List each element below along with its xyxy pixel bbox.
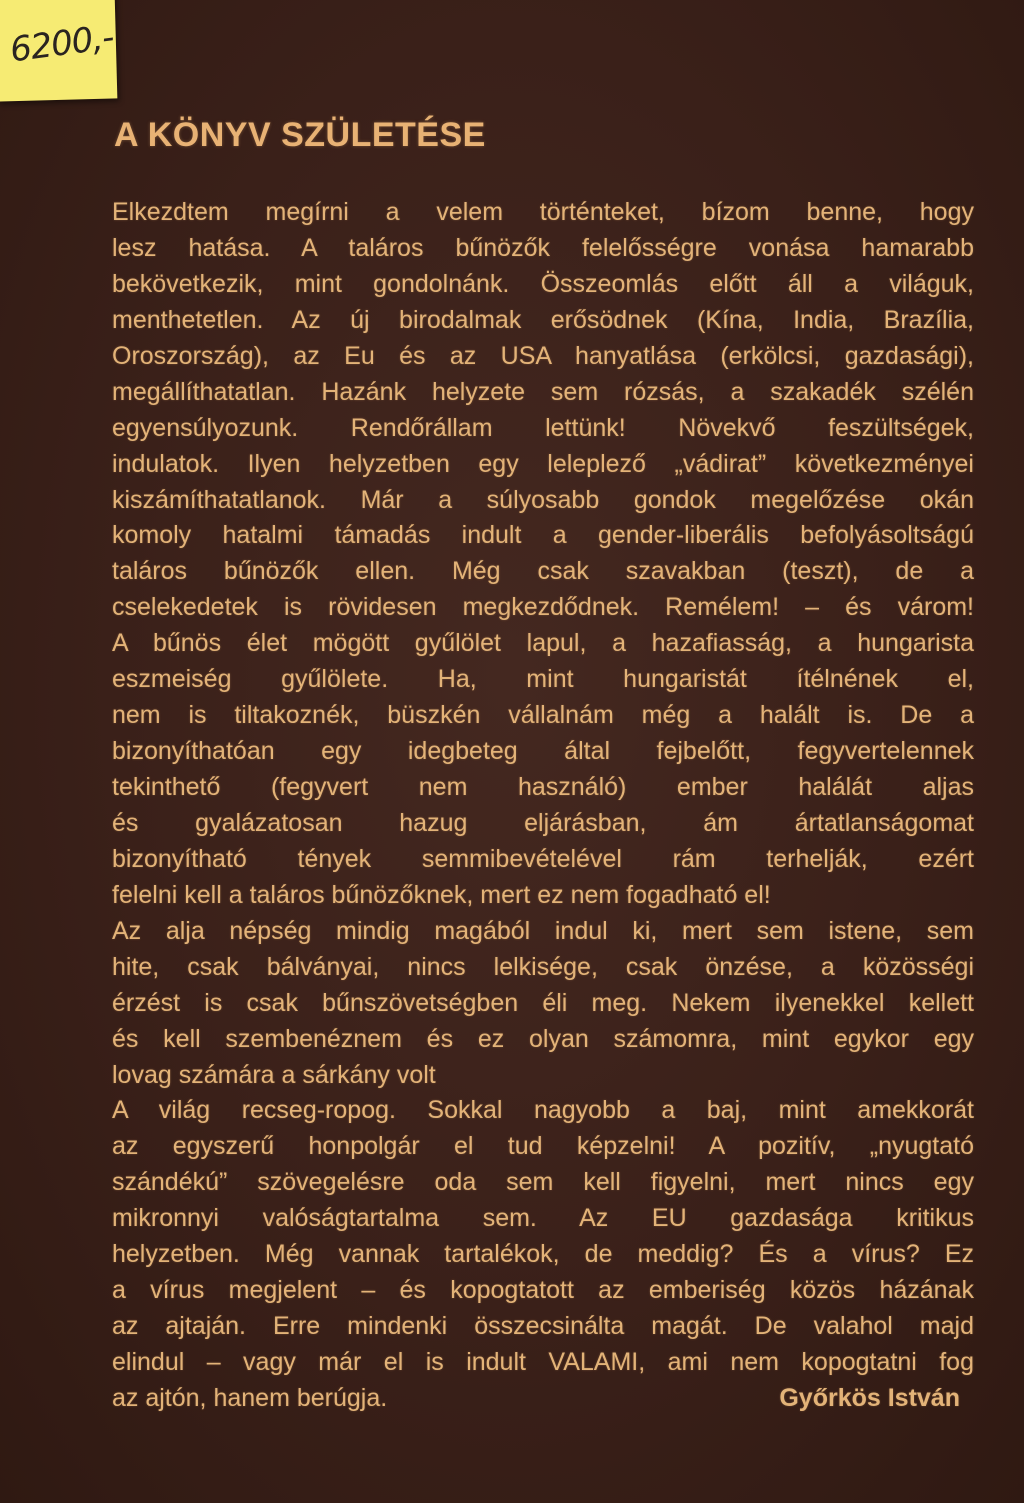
text-line: A világ recseg-ropog. Sokkal nagyobb a baj, mint amekkorát <box>112 1096 974 1125</box>
text-line: és kell szembenéznem és ez olyan számomra, mint egykor egy <box>112 1024 974 1053</box>
price-label: 6200,- <box>7 17 116 71</box>
text-line: bizonyíthatóan egy idegbeteg által fejbelőtt, fegyvertelennek <box>112 737 974 766</box>
text-line: nem is tiltakoznék, büszkén vállalnám még a halált is. De a <box>112 701 974 730</box>
text-line: az ajtaján. Erre mindenki összecsinálta magát. De valahol majd <box>112 1312 974 1341</box>
final-line <box>112 1381 974 1417</box>
text-line: komoly hatalmi támadás indult a gender-liberális befolyásoltságú <box>112 521 974 550</box>
text-line: bekövetkezik, mint gondolnánk. Összeomlás előtt áll a világuk, <box>112 269 974 298</box>
text-line: és gyalázatosan hazug eljárásban, ám ártatlanságomat <box>112 808 974 837</box>
page-title: A KÖNYV SZÜLETÉSE <box>114 116 486 154</box>
author-signature: Győrkös István <box>779 1383 960 1412</box>
text-line: Az alja népség mindig magából indul ki, mert sem istene, sem <box>112 916 974 945</box>
text-line: egyensúlyozunk. Rendőrállam lettünk! Növekvő feszültségek, <box>112 413 974 442</box>
text-line: A bűnös élet mögött gyűlölet lapul, a hazafiasság, a hungarista <box>112 629 974 658</box>
text-line: cselekedetek is rövidesen megkezdődnek. Remélem! – és várom! <box>112 593 974 622</box>
text-line: bizonyítható tények semmibevételével rám terhelják, ezért <box>112 844 974 873</box>
text-line: lesz hatása. A taláros bűnözők felelősségre vonása hamarabb <box>112 233 974 262</box>
text-line: az ajtón, hanem berúgja. <box>112 1383 388 1412</box>
text-line: az egyszerű honpolgár el tud képzelni! A pozitív, „nyugtató <box>112 1132 974 1161</box>
text-line: Elkezdtem megírni a velem történteket, bízom benne, hogy <box>112 198 974 226</box>
text-line: megállíthatatlan. Hazánk helyzete sem rózsás, a szakadék szélén <box>112 377 974 406</box>
text-line: hite, csak bálványai, nincs lelkisége, csak önzése, a közösségi <box>112 952 974 981</box>
text-line: menthetetlen. Az új birodalmak erősödnek (Kína, India, Brazília, <box>112 305 974 334</box>
text-line: mikronnyi valóságtartalma sem. Az EU gazdasága kritikus <box>112 1204 974 1233</box>
text-line: tekinthető (fegyvert nem használó) ember halálát aljas <box>112 773 974 801</box>
text-line: érzést is csak bűnszövetségben éli meg. Nekem ilyenekkel kellett <box>112 988 974 1017</box>
text-line: kiszámíthatatlanok. Már a súlyosabb gondok megelőzése okán <box>112 485 974 514</box>
text-line: elindul – vagy már el is indult VALAMI, ami nem kopogtatni fog <box>112 1348 974 1376</box>
text-line: felelni kell a taláros bűnözőknek, mert ez nem fogadható el! <box>112 880 771 909</box>
text-line: lovag számára a sárkány volt <box>112 1060 436 1089</box>
price-sticker <box>0 0 117 102</box>
body-text <box>112 195 974 1417</box>
text-line: szándékú” szövegelésre oda sem kell figyelni, mert nincs egy <box>112 1168 974 1197</box>
text-line: eszmeiség gyűlölete. Ha, mint hungaristát ítélnének el, <box>112 665 974 694</box>
text-line: taláros bűnözők ellen. Még csak szavakban (teszt), de a <box>112 557 974 586</box>
text-line: indulatok. Ilyen helyzetben egy leleplező „vádirat” következményei <box>112 449 974 478</box>
text-line: helyzetben. Még vannak tartalékok, de meddig? És a vírus? Ez <box>112 1240 974 1269</box>
text-line: a vírus megjelent – és kopogtatott az emberiség közös házának <box>112 1276 974 1305</box>
text-line: Oroszország), az Eu és az USA hanyatlása (erkölcsi, gazdasági), <box>112 341 974 370</box>
